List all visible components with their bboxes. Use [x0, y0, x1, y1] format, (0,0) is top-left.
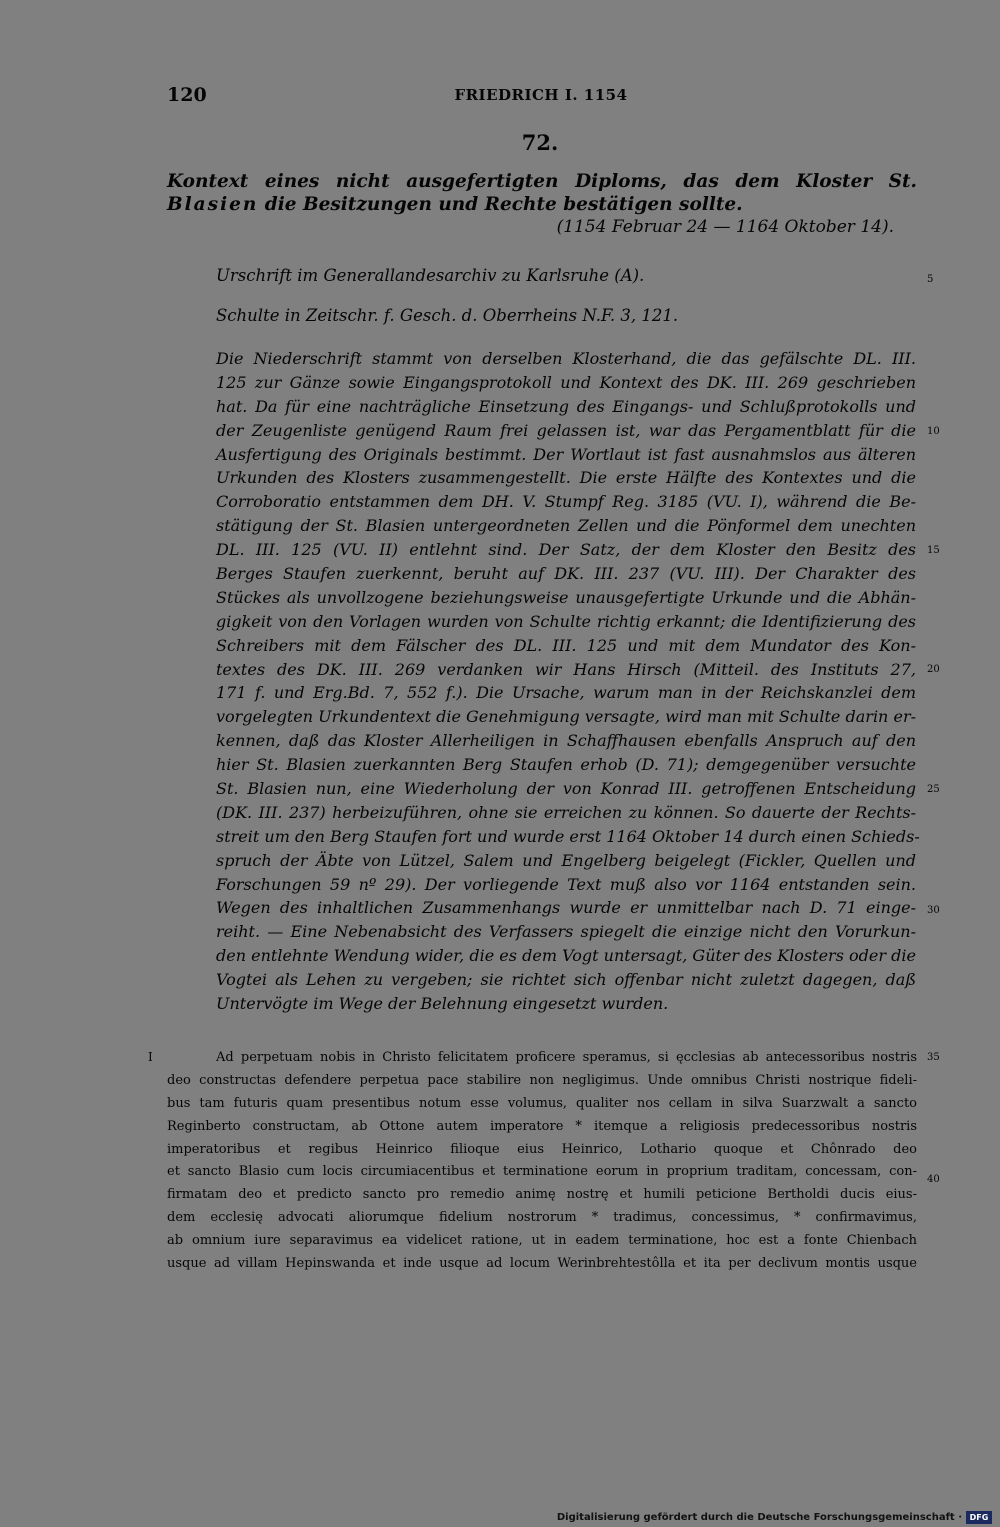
latin-text [167, 1047, 917, 1276]
commentary-line: reiht. — Eine Nebenabsicht des Verfassers spiegelt die einzige nicht den Vorurkun- [216, 922, 916, 942]
commentary [216, 347, 920, 1016]
commentary-line: Untervögte im Wege der Belehnung eingesetzt wurden. [216, 994, 669, 1014]
title-place-name: Blasien [167, 194, 259, 215]
title-part-2: die Besitzungen und Rechte bestätigen sollte. [258, 194, 743, 215]
commentary-line: 125 zur Gänze sowie Eingangsprotokoll und Kontext des DK. III. 269 geschrieben [216, 372, 916, 392]
commentary-line: Forschungen 59 nº 29). Der vorliegende Text muß also vor 1164 entstanden sein. [216, 874, 916, 894]
commentary-line: Stückes als unvollzogene beziehungsweise unausgefertigte Urkunde und die Abhän- [216, 587, 916, 607]
commentary-line: Vogtei als Lehen zu vergeben; sie richtet sich offenbar nicht zuletzt dagegen, daß [216, 970, 916, 990]
commentary-line: textes des DK. III. 269 verdanken wir Hans Hirsch (Mitteil. des Instituts 27, [216, 659, 916, 679]
document-number: 72. [521, 130, 559, 155]
commentary-line: 171 f. und Erg.Bd. 7, 552 f.). Die Ursache, warum man in der Reichskanzlei dem [216, 683, 916, 703]
commentary-line: (DK. III. 237) herbeizuführen, ohne sie erreichen zu können. So dauerte der Rechts- [216, 802, 916, 822]
commentary-line: spruch der Äbte von Lützel, Salem und Engelberg beigelegt (Fickler, Quellen und [216, 850, 916, 870]
latin-line: deo constructas defendere perpetua pace stabilire non negligimus. Unde omnibus Christi nostrique fideli- [167, 1072, 917, 1088]
margin-line-number: 25 [927, 784, 940, 795]
margin-line-number: 20 [927, 664, 940, 675]
footer-credit: Digitalisierung gefördert durch die Deutsche Forschungsgemeinschaft · [556, 1512, 962, 1523]
commentary-line: Berges Staufen zuerkennt, beruht auf DK. III. 237 (VU. III). Der Charakter des [216, 564, 916, 584]
title-part-1: Kontext eines nicht ausgefertigten Diploms, das dem Kloster St. [167, 171, 917, 192]
commentary-line: Schreibers mit dem Fälscher des DL. III. 125 und mit dem Mundator des Kon- [216, 635, 916, 655]
commentary-line: Die Niederschrift stammt von derselben Klosterhand, die das gefälschte DL. III. [216, 349, 916, 368]
latin-line: imperatoribus et regibus Heinrico filioque eius Heinrico, Lothario quoque et Chônrado deo [167, 1141, 917, 1157]
commentary-line: Corroboratio entstammen dem DH. V. Stumpf Reg. 3185 (VU. I), während die Be- [216, 492, 916, 512]
commentary-line: streit um den Berg Staufen fort und wurde erst 1164 Oktober 14 durch einen Schieds- [216, 826, 920, 846]
latin-line: Reginberto constructam, ab Ottone autem imperatore * itemque a religiosis predecessoribus nostris [167, 1118, 917, 1134]
latin-line: ab omnium iure separavimus ea videlicet ratione, ut in eadem terminatione, hoc est a fonte Chienbach [167, 1233, 917, 1249]
running-head: FRIEDRICH I. 1154 [454, 86, 628, 104]
latin-line: Ad perpetuam nobis in Christo felicitatem proficere speramus, si ęcclesias ab antecessoribus nostris [216, 1050, 917, 1065]
commentary-line: Urkunden des Klosters zusammengestellt. Die erste Hälfte des Kontextes und die [216, 468, 916, 488]
margin-line-number: 35 [927, 1052, 940, 1063]
tradition-note: Urschrift im Generallandesarchiv zu Karlsruhe (A). [216, 266, 645, 285]
page-number: 120 [167, 84, 207, 106]
commentary-line: der Zeugenliste genügend Raum frei gelassen ist, war das Pergamentblatt für die [216, 420, 916, 440]
commentary-line: Ausfertigung des Originals bestimmt. Der Wortlaut ist fast ausnahmslos aus älteren [216, 444, 916, 464]
document-title [167, 170, 917, 216]
margin-line-number: 30 [927, 905, 940, 916]
latin-line: dem ecclesię advocati aliorumque fidelium nostrorum * tradimus, concessimus, * confirmavimus, [167, 1210, 917, 1226]
margin-line-number: 5 [927, 274, 934, 285]
latin-line: bus tam futuris quam presentibus notum esse volumus, qualiter nos cellam in silva Suarzwalt a sancto [167, 1095, 917, 1111]
latin-line: usque ad villam Hepinswanda et inde usque ad locum Werinbrehtestôlla et ita per declivum montis usque [167, 1256, 917, 1272]
commentary-line: hier St. Blasien zuerkannten Berg Staufen erhob (D. 71); demgegenüber versuchte [216, 755, 916, 775]
commentary-line: DL. III. 125 (VU. II) entlehnt sind. Der Satz, der dem Kloster den Besitz des [216, 540, 916, 560]
commentary-line: St. Blasien nun, eine Wiederholung der von Konrad III. getroffenen Entscheidung [216, 779, 916, 799]
commentary-line: hat. Da für eine nachträgliche Einsetzung des Eingangs- und Schlußprotokolls und [216, 396, 916, 416]
text-section-marker: I [148, 1050, 153, 1064]
dfg-logo: DFG [966, 1511, 992, 1524]
edition-note: Schulte in Zeitschr. f. Gesch. d. Oberrheins N.F. 3, 121. [216, 306, 679, 325]
document-date: (1154 Februar 24 — 1164 Oktober 14). [556, 217, 894, 237]
latin-line: firmatam deo et predicto sancto pro remedio animę nostrę et humili peticione Bertholdi ducis eius- [167, 1187, 917, 1203]
commentary-line: kennen, daß das Kloster Allerheiligen in Schaffhausen ebenfalls Anspruch auf den [216, 731, 916, 751]
commentary-line: stätigung der St. Blasien untergeordneten Zellen und die Pönformel dem unechten [216, 516, 916, 536]
commentary-line: den entlehnte Wendung wider, die es dem Vogt untersagt, Güter des Klosters oder die [216, 946, 916, 966]
commentary-line: Wegen des inhaltlichen Zusammenhangs wurde er unmittelbar nach D. 71 einge- [216, 898, 916, 918]
margin-line-number: 40 [927, 1174, 940, 1185]
margin-line-number: 10 [927, 426, 940, 437]
latin-line: et sancto Blasio cum locis circumiacentibus et terminatione eorum in proprium traditam, concessam, con- [167, 1164, 917, 1180]
margin-line-number: 15 [927, 545, 940, 556]
commentary-line: gigkeit von den Vorlagen wurden von Schulte richtig erkannt; die Identifizierung des [216, 611, 916, 631]
commentary-line: vorgelegten Urkundentext die Genehmigung versagte, wird man mit Schulte darin er- [216, 707, 916, 727]
page-header [167, 84, 915, 110]
